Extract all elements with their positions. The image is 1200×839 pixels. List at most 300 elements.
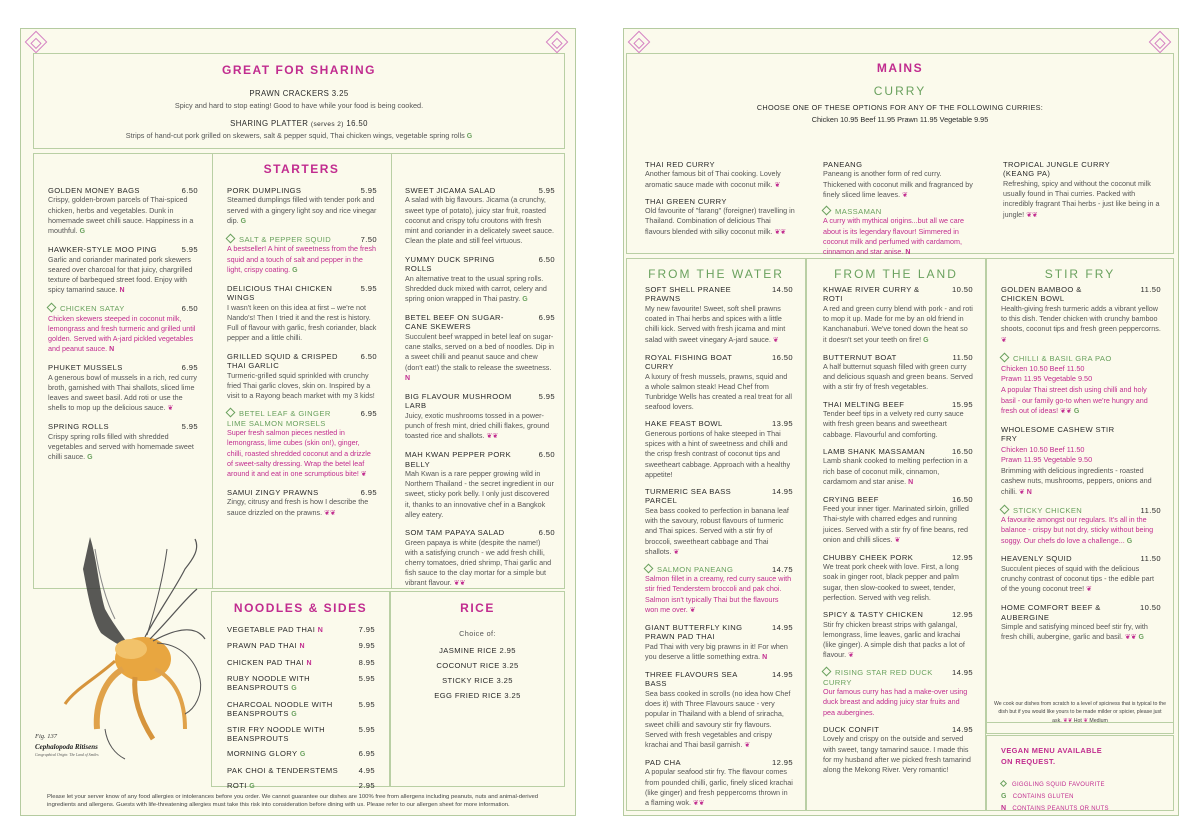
- menu-item-desc: Paneang is another form of red curry. Thickened with coconut milk and fragranced by finely sliced lime leaves. ❦: [823, 169, 973, 199]
- menu-item-price: 6.95: [181, 363, 198, 373]
- legend-gluten: G CONTAINS GLUTEN: [1001, 792, 1074, 800]
- menu-item-desc: A red and green curry blend with pork - and roti to mop it up. Made for me by an old friend in Kanchanaburi. We've toned down the heat so it doesn't set your teeth on fire! G: [823, 303, 973, 344]
- curry-column-1: [645, 160, 795, 244]
- gluten-tag: G: [1136, 634, 1144, 642]
- menu-item-desc: A luxury of fresh mussels, prawns, squid and a whole salmon steak! Head Chef from Tunbridge Wells has created a real treat for all seafood lovers.: [645, 371, 793, 412]
- vegan-note: VEGAN MENU AVAILABLE ON REQUEST.: [1001, 746, 1103, 767]
- platter-price: 16.50: [346, 119, 368, 128]
- menu-item: [48, 422, 198, 463]
- menu-item-price: 6.95: [360, 487, 377, 497]
- menu-item-heading: [823, 400, 973, 409]
- menu-item-name: CHICKEN SATAY: [48, 304, 125, 313]
- noodle-item: [227, 700, 375, 720]
- menu-item-desc: An alternative treat to the usual spring rolls. Shredded duck mixed with carrot, celery and spring onion wrapped in Thai pastry. G: [405, 273, 547, 303]
- menu-item-heading: [227, 488, 377, 497]
- noodle-price: 5.95: [358, 674, 375, 684]
- menu-item-heading: [823, 207, 973, 216]
- menu-item-heading: [1003, 160, 1163, 179]
- menu-item-name: BETEL LEAF & GINGER LIME SALMON MORSELS: [227, 409, 331, 428]
- gluten-tag: G: [291, 710, 298, 718]
- spice-note: We cook our dishes from scratch to a level of spiciness that is typical to the dish but if you would like yours to be made milder or spicier, please just ask. ❦❦ Hot ❦ Medium: [993, 701, 1167, 724]
- menu-item-desc: Pad Thai with very big prawns in it! For when you deserve a little something extra. N: [645, 641, 788, 662]
- menu-item-heading: [48, 304, 198, 313]
- menu-item-desc: Green papaya is white (despite the name!) with a satisfying crunch - we add fresh chilli, cherry tomatoes, dried shrimp, Thai garlic and fish sauce to the clay mortar for a simple but vibrant flavour. ❦❦: [405, 537, 552, 588]
- vegan-legend-box: [986, 735, 1174, 811]
- menu-item-heading: [227, 352, 377, 371]
- noodle-price: 7.95: [358, 625, 375, 634]
- menu-item-heading: [645, 285, 793, 304]
- noodle-name: RUBY NOODLE WITH BEANSPROUTS G: [227, 674, 311, 693]
- menu-item-name: WHOLESOME CASHEW STIR FRY: [1001, 424, 1115, 444]
- water-title: FROM THE WATER: [648, 267, 784, 281]
- menu-item-name: YUMMY DUCK SPRING ROLLS: [405, 254, 495, 274]
- rice-item: JASMINE RICE 2.95: [439, 646, 516, 655]
- menu-item-heading: [1001, 285, 1161, 304]
- menu-item-name: DUCK CONFIT: [823, 724, 880, 734]
- menu-item-price: 16.50: [771, 352, 793, 362]
- nuts-tag: N: [317, 627, 324, 634]
- menu-item-name: STICKY CHICKEN: [1001, 506, 1082, 515]
- menu-item-name: SALT & PEPPER SQUID: [227, 235, 331, 244]
- land-section: [806, 258, 986, 811]
- gluten-tag: G: [249, 782, 256, 790]
- menu-item-heading: [823, 447, 973, 456]
- menu-item-heading: [823, 668, 973, 687]
- nuts-tag: N: [299, 643, 305, 651]
- menu-item-desc: Garlic and coriander marinated pork skewers seared over charcoal for that juicy, chargrilled texture of barbequed street food. Enjoy with spicy tamarind sauce. N: [48, 254, 193, 295]
- noodle-name: MORNING GLORY G: [227, 749, 306, 759]
- menu-item: [823, 725, 973, 775]
- noodle-price: 4.95: [358, 765, 375, 775]
- gluten-tag: G: [291, 685, 298, 693]
- menu-item-desc: Succulent beef wrapped in betel leaf on sugar-cane stalks, served on a bed of noodles. Dip in a sweet chilli and peanut sauce and chew (don't eat!) the stalk to release the sweetness. N: [405, 331, 555, 382]
- menu-item: [645, 160, 795, 191]
- mains-title: MAINS: [876, 61, 924, 75]
- starters-column-3: [405, 186, 555, 597]
- menu-item-name: SAMUI ZINGY PRAWNS: [227, 487, 319, 497]
- chilli-icon: ❦❦: [324, 509, 336, 517]
- menu-item-price: 16.50: [951, 494, 973, 504]
- menu-item: [405, 313, 555, 384]
- favourite-icon: [822, 205, 832, 215]
- fig-number: Fig. 137: [35, 733, 58, 740]
- corner-diamond-icon: [628, 31, 651, 54]
- rice-item: COCONUT RICE 3.25: [436, 661, 519, 670]
- menu-item-heading: [823, 725, 973, 734]
- menu-item: [823, 207, 973, 258]
- rice-item: EGG FRIED RICE 3.25: [434, 691, 521, 700]
- curry-column-2: [823, 160, 973, 264]
- menu-item-price: 6.50: [181, 186, 198, 195]
- spice-note-text: We cook our dishes from scratch to a level of spiciness that is typical to the dish but if you would like yours to be made milder or spicier, please just ask.: [993, 701, 1167, 724]
- legend-fav: [1001, 781, 1109, 791]
- chilli-icon: ❦: [1001, 336, 1007, 344]
- menu-item-name: CRYING BEEF: [823, 494, 879, 504]
- menu-item-desc: Stir fry chicken breast strips with galangal, lemongrass, lime leaves, garlic and krachai (like ginger). A simple dish that packs a lot of flavour. ❦: [823, 619, 965, 660]
- menu-item-desc: My new favourite! Sweet, soft shell prawns coated in Thai herbs and spices with a little chilli kick. Served with fresh jicama and mint salad with sweet vinegary A-jard sauce. ❦: [645, 303, 786, 344]
- menu-item-heading: [823, 285, 973, 304]
- noodle-item: [227, 766, 375, 775]
- nuts-tag: N: [762, 654, 768, 662]
- noodle-item: [227, 725, 375, 743]
- gluten-tag: G: [240, 217, 247, 225]
- water-section: [626, 258, 806, 811]
- spice-medium: Medium: [1089, 717, 1108, 724]
- menu-item-desc: Another famous bit of Thai cooking. Lovely aromatic sauce made with coconut milk. ❦: [645, 169, 781, 189]
- favourite-icon: [644, 563, 654, 573]
- menu-item-name: KHWAE RIVER CURRY & ROTI: [823, 285, 920, 304]
- menu-item-name: BIG FLAVOUR MUSHROOM LARB: [405, 391, 512, 411]
- menu-item-price: 14.95: [771, 622, 793, 632]
- platter-name: SHARING PLATTER: [230, 119, 309, 128]
- noodle-name: ROTI G: [227, 780, 256, 790]
- menu-item: [823, 160, 973, 201]
- menu-item: [823, 285, 973, 346]
- menu-item-name: SOFT SHELL PRANEE PRAWNS: [645, 285, 732, 304]
- menu-item-price: 6.50: [538, 254, 555, 264]
- menu-item-price: 6.50: [538, 528, 555, 538]
- starters-column-2: [227, 186, 377, 527]
- menu-item: [405, 528, 555, 589]
- menu-item-name: HOME COMFORT BEEF & AUBERGINE: [1001, 603, 1101, 622]
- noodle-name: PAK CHOI & TENDERSTEMS: [227, 765, 339, 775]
- menu-item-price: 5.95: [538, 186, 555, 195]
- menu-item-price: 6.50: [181, 304, 198, 314]
- menu-item: [1001, 354, 1161, 417]
- menu-item-heading: [645, 758, 793, 767]
- menu-item-desc: Health-giving fresh turmeric adds a vibrant yellow to this dish. Tender chicken with crunchy bamboo shoots, coconut tips and fresh green peppercorns. ❦: [1001, 303, 1161, 344]
- menu-item: [48, 186, 198, 237]
- menu-item-price: 14.50: [771, 285, 793, 294]
- fig-origin: Geographical Origin: The Land of Smiles: [35, 753, 99, 757]
- menu-item-desc: Brimming with delicious ingredients - roasted cashew nuts, mushrooms, peppers, onions and chilli. ❦ N: [1001, 466, 1152, 496]
- menu-item-heading: [645, 419, 793, 428]
- noodle-item: [227, 658, 375, 668]
- menu-item-price: 14.95: [771, 669, 793, 679]
- menu-item-price: 6.95: [538, 312, 555, 322]
- menu-item-heading: [405, 186, 555, 195]
- menu-item-desc: Mah Kwan is a rare pepper growing wild in Northern Thailand - the secret ingredient in our sweet, sticky pork belly. I only just discovered it, thanks to an innovative chef in a Bangkok alley eatery.: [405, 469, 554, 519]
- menu-item-name: CHILLI & BASIL GRA PAO: [1001, 354, 1112, 363]
- menu-item-price: 11.50: [952, 352, 973, 362]
- nuts-tag: N: [405, 374, 411, 382]
- legend: [1001, 781, 1109, 815]
- menu-item-name: THREE FLAVOURS SEA BASS: [645, 669, 738, 689]
- menu-item-name: SPICY & TASTY CHICKEN: [823, 610, 924, 620]
- menu-item-desc: We treat pork cheek with love. First, a long soak in ginger root, black pepper and palm sugar, then slow-cooked to sweet, tender, perfection. Served with veg relish.: [823, 562, 959, 602]
- menu-item-desc: Crispy, golden-brown parcels of Thai-spiced chicken, herbs and vegetables. Dunk in homemade sweet chilli sauce. Happiness in a mouthful. G: [48, 195, 194, 236]
- menu-item-name: THAI MELTING BEEF: [823, 399, 905, 409]
- menu-item-desc: Simple and satisfying minced beef stir fry, with fresh chilli, aubergine, garlic and basil. ❦❦ G: [1001, 622, 1148, 642]
- menu-item-name: RISING STAR RED DUCK CURRY: [823, 668, 933, 687]
- noodle-item: [227, 749, 375, 759]
- menu-item-price: 14.95: [951, 668, 973, 678]
- favourite-icon: [1000, 352, 1010, 362]
- menu-item: [645, 353, 793, 413]
- menu-item-name: HEAVENLY SQUID: [1001, 554, 1073, 564]
- menu-item-heading: [227, 186, 377, 195]
- noodle-item: [227, 674, 375, 694]
- menu-item-desc: Steamed dumplings filled with tender pork and served with a gingery light soy and rice vinegar dip. G: [227, 195, 377, 225]
- menu-item-heading: [823, 495, 973, 504]
- menu-item: [645, 758, 793, 809]
- stirfry-section: [986, 258, 1174, 723]
- legend-gluten-text: CONTAINS GLUTEN: [1012, 793, 1074, 800]
- menu-item-heading: [227, 284, 377, 303]
- chilli-icon: ❦: [744, 742, 751, 750]
- menu-item-price: 12.95: [951, 552, 973, 562]
- menu-item-price: 5.95: [360, 283, 377, 293]
- spice-note-box: [986, 697, 1174, 734]
- menu-item-desc: Sea bass cooked in scrolls (no idea how Chef does it) with Three Flavours sauce - very popular in Thailand with a blend of sriracha, sweet chilli and savoury stir fry flavours. Served with fresh vegetables and crispy krachai and Thai basil garnish. ❦: [645, 688, 791, 750]
- menu-item: [645, 487, 793, 558]
- nuts-tag: N: [1024, 488, 1032, 496]
- menu-item-desc: A salad with big flavours. Jicama (a crunchy, sweet type of potato), juicy star fruit, roasted coconut and crispy tofu croutons with fresh mint and coriander in a delicately sweet sauce. Clean the plate and still feel virtuous.: [405, 195, 555, 246]
- stirfry-list: [1001, 285, 1161, 651]
- menu-item-name: THAI RED CURRY: [645, 160, 716, 169]
- chilli-icon: ❦❦: [486, 433, 499, 441]
- menu-item: [227, 235, 377, 276]
- legend-fav-text: GIGGLING SQUID FAVOURITE: [1012, 782, 1105, 788]
- legend-nuts: N CONTAINS PEANUTS OR NUTS: [1001, 804, 1109, 812]
- prawn-crackers-heading: PRAWN CRACKERS 3.25: [249, 89, 349, 98]
- chilli-icon: ❦❦: [1060, 407, 1072, 415]
- menu-item-heading: [48, 363, 198, 372]
- menu-item-price: 13.95: [771, 419, 793, 429]
- nuts-tag: N: [119, 287, 125, 295]
- nuts-tag: N: [905, 249, 911, 256]
- menu-item: [227, 409, 377, 480]
- menu-item-desc: A popular seafood stir fry. The flavour comes from pounded chilli, garlic, finely sliced krachai (like ginger) and fresh peppercorns thrown in a flaming wok. ❦❦: [645, 767, 793, 808]
- menu-item-price: 10.50: [1139, 603, 1161, 613]
- chilli-icon: ❦❦: [1124, 634, 1137, 642]
- sharing-section: [33, 53, 565, 149]
- menu-item-desc: A bestseller! A hint of sweetness from the fresh squid and a touch of salt and pepper in the light, crispy coating. G: [227, 244, 377, 274]
- chilli-icon: ❦: [774, 181, 781, 189]
- menu-item-desc: I wasn't keen on this idea at first – we're not Nando's! Then I tried it and the rest is history. Full of flavour with garlic, fresh coriander, black pepper and a little chilli.: [227, 302, 377, 343]
- corner-diamond-icon: [25, 31, 48, 54]
- menu-item-desc: Succulent pieces of squid with the delicious crunchy contrast of coconut tips - the edible part of the young coconut tree! ❦: [1001, 563, 1155, 594]
- menu-item: [405, 186, 555, 247]
- menu-item: [1001, 554, 1161, 595]
- corner-diamond-icon: [546, 31, 569, 54]
- menu-item-heading: [645, 160, 795, 169]
- menu-item: [823, 610, 973, 661]
- corner-diamond-icon: [1149, 31, 1172, 54]
- gluten-tag: G: [299, 751, 306, 759]
- chilli-icon: ❦: [360, 471, 367, 479]
- gluten-tag: G: [923, 336, 929, 344]
- chilli-icon: ❦: [1086, 586, 1092, 594]
- menu-item-price: 16.50: [951, 446, 973, 456]
- menu-item: [227, 488, 377, 519]
- menu-item: [48, 245, 198, 296]
- menu-item-heading: [645, 670, 793, 689]
- menu-item: [1003, 160, 1163, 221]
- menu-item-heading: [645, 565, 793, 574]
- menu-item-name: GIANT BUTTERFLY KING PRAWN PAD THAI: [645, 622, 743, 642]
- menu-item: [48, 363, 198, 414]
- noodle-price: 5.95: [358, 725, 375, 735]
- menu-item-desc: Crispy spring rolls filled with shredded vegetables and served with homemade sweet chilli sauce. G: [48, 431, 194, 462]
- menu-item-heading: [405, 255, 555, 274]
- menu-item-name: THAI GREEN CURRY: [645, 196, 727, 206]
- menu-item-name: ROYAL FISHING BOAT CURRY: [645, 352, 733, 372]
- land-list: [823, 285, 973, 782]
- menu-item-desc: Turmeric-grilled squid sprinkled with crunchy fried Thai garlic cloves, skin on. Inspired by a visit to a Rayong beach market with my 3 kids!: [227, 370, 375, 400]
- menu-item-heading: [405, 450, 555, 469]
- menu-item: [823, 353, 973, 393]
- noodle-name: PRAWN PAD THAI N: [227, 641, 305, 651]
- menu-item-name: GOLDEN MONEY BAGS: [48, 186, 140, 195]
- noodle-name: VEGETABLE PAD THAI N: [227, 625, 324, 634]
- stirfry-title: STIR FRY: [1044, 267, 1116, 281]
- menu-item-name: MAH KWAN PEPPER PORK BELLY: [405, 450, 512, 469]
- noodle-price: 9.95: [358, 641, 375, 651]
- menu-item: [823, 447, 973, 488]
- nuts-tag: N: [306, 659, 312, 667]
- chilli-icon: ❦: [673, 548, 680, 556]
- menu-item-heading: [48, 422, 198, 431]
- menu-item-name: HAWKER-STYLE MOO PING: [48, 245, 157, 255]
- noodle-item: [227, 781, 375, 791]
- menu-item-price: 6.95: [360, 409, 377, 419]
- curry-title: CURRY: [873, 84, 927, 98]
- menu-item-desc: Juicy, exotic mushrooms tossed in a power-punch of fresh mint, dried chilli flakes, ground toasted rice and shallots. ❦❦: [405, 410, 550, 441]
- sharing-platter-desc: [34, 131, 564, 140]
- menu-item-price: 11.50: [1140, 554, 1161, 564]
- menu-item-desc: Sea bass cooked to perfection in banana leaf with the savoury, robust flavours of turmeric and Thai spices. Served with a stir fry of broccoli, sweetheart cabbage and Thai shallots. ❦: [645, 505, 789, 556]
- menu-item-desc: A generous bowl of mussels in a rich, red curry broth, garnished with Thai shallots, sliced lime leaves and sweet basil. Add roti or use the shells to mop up the delicious sauce. ❦: [48, 372, 198, 413]
- menu-item: [645, 285, 793, 346]
- menu-item-price: 7.50: [360, 234, 377, 244]
- water-list: [645, 285, 793, 816]
- chilli-icon: ❦❦: [692, 800, 705, 808]
- menu-item-heading: [823, 160, 973, 169]
- squid-illustration: [35, 529, 211, 779]
- menu-item-heading: [48, 245, 198, 254]
- menu-item-name: HAKE FEAST BOWL: [645, 419, 723, 429]
- noodle-name: CHICKEN PAD THAI N: [227, 657, 312, 667]
- prawn-crackers-desc: Spicy and hard to stop eating! Good to have while your food is being cooked.: [174, 101, 424, 110]
- gluten-tag: G: [79, 228, 86, 236]
- noodle-item: [227, 641, 375, 651]
- menu-item-desc: Zingy, citrusy and fresh is how I describe the sauce drizzled on the prawns. ❦❦: [227, 497, 369, 517]
- favourite-icon: [1000, 780, 1007, 787]
- menu-item-desc: Tender beef tips in a velvety red curry sauce with fresh green beans and sweetheart cabbage. Flavourful and comforting.: [823, 409, 964, 439]
- menu-item-prices: Chicken 10.50 Beef 11.50 Prawn 11.95 Vegetable 9.50: [1001, 364, 1093, 384]
- menu-item-price: 6.50: [360, 351, 377, 361]
- menu-item-name: LAMB SHANK MASSAMAN: [823, 446, 926, 456]
- menu-item-heading: [405, 392, 555, 411]
- menu-item-desc: A half butternut squash filled with green curry and delicious squash and green beans. Served with a stir fry of fresh vegetables.: [823, 362, 973, 392]
- menu-item-heading: [823, 353, 973, 362]
- menu-item-price: 14.75: [771, 564, 793, 574]
- favourite-icon: [47, 303, 57, 313]
- rice-list: [391, 646, 564, 700]
- menu-item-heading: [823, 553, 973, 562]
- menu-item: [645, 419, 793, 480]
- menu-item: [227, 284, 377, 344]
- menu-item: [1001, 506, 1161, 547]
- platter-serves: (serves 2): [310, 121, 344, 128]
- menu-item-price: 14.95: [771, 486, 793, 496]
- menu-item-name: CHUBBY CHEEK PORK: [823, 552, 914, 562]
- mains-section: [626, 53, 1174, 254]
- menu-item: [48, 304, 198, 355]
- favourite-icon: [226, 233, 236, 243]
- menu-item-name: MASSAMAN: [823, 207, 882, 216]
- noodle-name: CHARCOAL NOODLE WITH BEANSPROUTS G: [227, 699, 333, 718]
- chilli-icon: ❦: [689, 606, 696, 614]
- menu-item-price: 5.95: [181, 422, 198, 432]
- allergy-note: Please let your server know of any food allergies or intolerances before you order. We cannot guarantee our dishes are 100% free from allergens including peanuts, nuts and animal-derived ingredients and allergens. Guests with life-threatening allergies must take this risk into consideration before dining with us. Please refer to our allergen sheet for more information.: [47, 794, 539, 809]
- menu-item-price: 10.50: [951, 285, 973, 294]
- menu-item: [405, 450, 555, 520]
- noodles-list: [227, 625, 375, 797]
- menu-item-name: PORK DUMPLINGS: [227, 186, 302, 195]
- gluten-tag: G: [522, 295, 528, 303]
- gluten-tag: G: [87, 454, 93, 462]
- menu-item: [645, 623, 793, 663]
- legend-nuts-text: CONTAINS PEANUTS OR NUTS: [1012, 805, 1109, 812]
- menu-item-price: 14.95: [951, 724, 973, 734]
- menu-item: [405, 255, 555, 305]
- sharing-title: GREAT FOR SHARING: [222, 63, 376, 77]
- chilli-icon: ❦: [902, 191, 908, 199]
- menu-item-desc: Lamb shank cooked to melting perfection in a rich base of coconut milk, cinnamon, cardamom and star anise. N: [823, 456, 968, 486]
- chilli-icon: ❦: [894, 536, 901, 544]
- menu-item-price: 12.95: [951, 610, 973, 620]
- chilli-icon: ❦: [772, 336, 779, 344]
- chilli-icon: ❦❦: [774, 228, 787, 236]
- gluten-tag: G: [1126, 537, 1133, 545]
- menu-item-name: SPRING ROLLS: [48, 422, 109, 432]
- menu-item: [823, 553, 973, 603]
- menu-item-price: 5.95: [181, 245, 198, 255]
- curry-prices: Chicken 10.95 Beef 11.95 Prawn 11.95 Vegetable 9.95: [811, 115, 989, 124]
- menu-item-heading: [227, 409, 377, 428]
- menu-item-desc: Our famous curry has had a make-over using duck breast and adding juicy star fruits and pea aubergines.: [823, 687, 968, 717]
- fig-name: Cephalopoda Ritisens: [35, 743, 98, 751]
- nuts-tag: N: [109, 346, 115, 354]
- menu-item-name: PANEANG: [823, 160, 863, 169]
- chilli-icon: ❦: [1018, 488, 1025, 496]
- right-menu-page: [623, 28, 1179, 816]
- menu-item: [823, 400, 973, 440]
- menu-item-price: 12.95: [771, 757, 793, 767]
- menu-item: [823, 495, 973, 546]
- rice-item: STICKY RICE 3.25: [442, 676, 513, 685]
- menu-item-desc: Super fresh salmon pieces nestled in lemongrass, lime cubes (skin on!), ginger, chilli, roasted shredded coconut and a drizzle of sweet-salty dressing. Wrap the betel leaf around it and eat in one scrumptious bite! ❦: [227, 428, 371, 479]
- sharing-platter-heading: [34, 119, 564, 128]
- menu-item-desc: A favourite amongst our regulars. It's all in the balance - crispy but not dry, sticky without being soggy. Our chefs do love a challenge... G: [1001, 515, 1154, 545]
- menu-item-heading: [405, 313, 555, 332]
- menu-item: [645, 197, 795, 238]
- noodle-price: 5.95: [358, 699, 375, 709]
- menu-item-heading: [227, 235, 377, 244]
- menu-item-price: 11.50: [1140, 505, 1161, 515]
- menu-item: [645, 670, 793, 751]
- menu-item-heading: [645, 487, 793, 506]
- menu-item-heading: [1001, 603, 1161, 622]
- favourite-icon: [822, 667, 832, 677]
- menu-item-name: GOLDEN BAMBOO & CHICKEN BOWL: [1001, 285, 1082, 304]
- menu-item: [405, 392, 555, 442]
- menu-item-heading: [48, 186, 198, 195]
- menu-item-desc: A curry with mythical origins...but all we care about is its legendary flavour! Simmered in coconut milk and perfumed with cardamom, cinnamon and star anise. N: [823, 216, 965, 256]
- menu-item-heading: [645, 623, 793, 642]
